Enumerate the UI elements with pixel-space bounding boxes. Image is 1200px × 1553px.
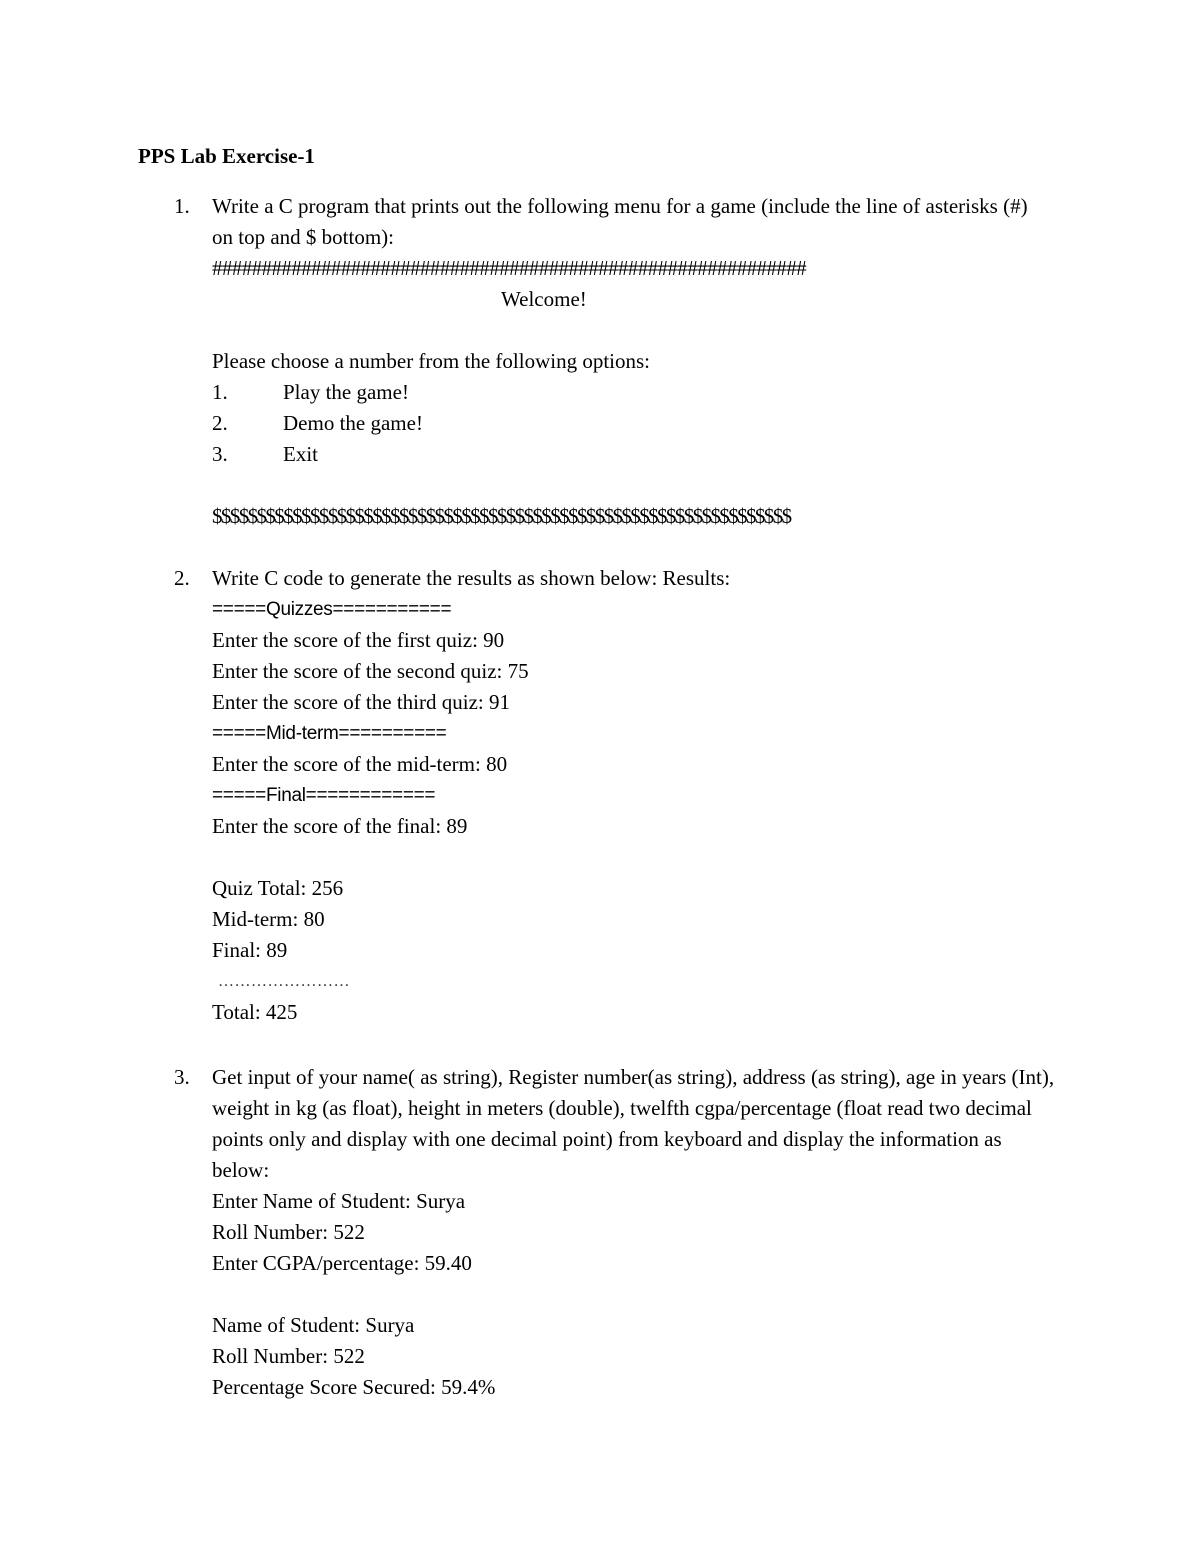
document-title: PPS Lab Exercise-1	[138, 144, 315, 168]
spacer	[212, 470, 1062, 501]
menu-option-number: 3.	[212, 442, 228, 466]
menu-option-number: 2.	[212, 411, 228, 435]
midterm-header: =====Mid-term==========	[212, 723, 447, 744]
quiz-total-line: Quiz Total: 256	[212, 876, 344, 900]
final-line: Enter the score of the final: 89	[212, 814, 468, 838]
midterm-line: Enter the score of the mid-term: 80	[212, 752, 508, 776]
dotted-separator: ……………………	[218, 973, 350, 990]
menu-option	[212, 439, 1062, 470]
question-1-number: 1.	[174, 194, 190, 218]
question-1-body	[212, 191, 1062, 532]
question-2-body	[212, 563, 1062, 1028]
output-name-line: Name of Student: Surya	[212, 1313, 415, 1337]
question-3-text: Get input of your name( as string), Register number(as string), address (as string), age in years (Int), weight in kg (as float), height in meters (double), twelfth cgpa/percentage (float read two decimal points only and display with one decimal point) from keyboard and display the information as below:	[212, 1065, 1055, 1182]
question-2	[174, 563, 1074, 1028]
question-1-text: Write a C program that prints out the following menu for a game (include the line of asterisks (#) on top and $ bottom):	[212, 194, 1028, 249]
input-roll-line: Roll Number: 522	[212, 1220, 365, 1244]
spacer	[212, 1279, 1062, 1310]
total-line: Total: 425	[212, 1000, 298, 1024]
midterm-total-line: Mid-term: 80	[212, 907, 325, 931]
input-name-line: Enter Name of Student: Surya	[212, 1189, 466, 1213]
dollar-line: $$$$$$$$$$$$$$$$$$$$$$$$$$$$$$$$$$$$$$$$$$$$$$$$$$$$$$$$$$$$$$$$$	[212, 504, 791, 528]
menu-option-label: Demo the game!	[283, 411, 423, 435]
menu-option	[212, 408, 1062, 439]
quiz-3-line: Enter the score of the third quiz: 91	[212, 690, 510, 714]
output-percentage-line: Percentage Score Secured: 59.4%	[212, 1375, 496, 1399]
quiz-1-line: Enter the score of the first quiz: 90	[212, 628, 505, 652]
menu-prompt: Please choose a number from the following options:	[212, 349, 650, 373]
input-cgpa-line: Enter CGPA/percentage: 59.40	[212, 1251, 472, 1275]
final-header: =====Final============	[212, 785, 436, 806]
welcome-text: Welcome!	[501, 287, 587, 311]
quiz-2-line: Enter the score of the second quiz: 75	[212, 659, 529, 683]
spacer	[212, 315, 1062, 346]
question-3-body	[212, 1062, 1062, 1403]
question-1	[174, 191, 1074, 532]
menu-option	[212, 377, 1062, 408]
menu-option-label: Exit	[283, 442, 318, 466]
question-3-number: 3.	[174, 1065, 190, 1089]
menu-option-label: Play the game!	[283, 380, 409, 404]
output-roll-line: Roll Number: 522	[212, 1344, 365, 1368]
menu-option-number: 1.	[212, 380, 228, 404]
question-3	[174, 1062, 1074, 1403]
question-2-text: Write C code to generate the results as shown below: Results:	[212, 566, 731, 590]
quizzes-header: =====Quizzes===========	[212, 599, 452, 620]
hash-line: ############################################################	[212, 256, 807, 280]
question-2-number: 2.	[174, 566, 190, 590]
spacer	[212, 842, 1062, 873]
final-total-line: Final: 89	[212, 938, 288, 962]
